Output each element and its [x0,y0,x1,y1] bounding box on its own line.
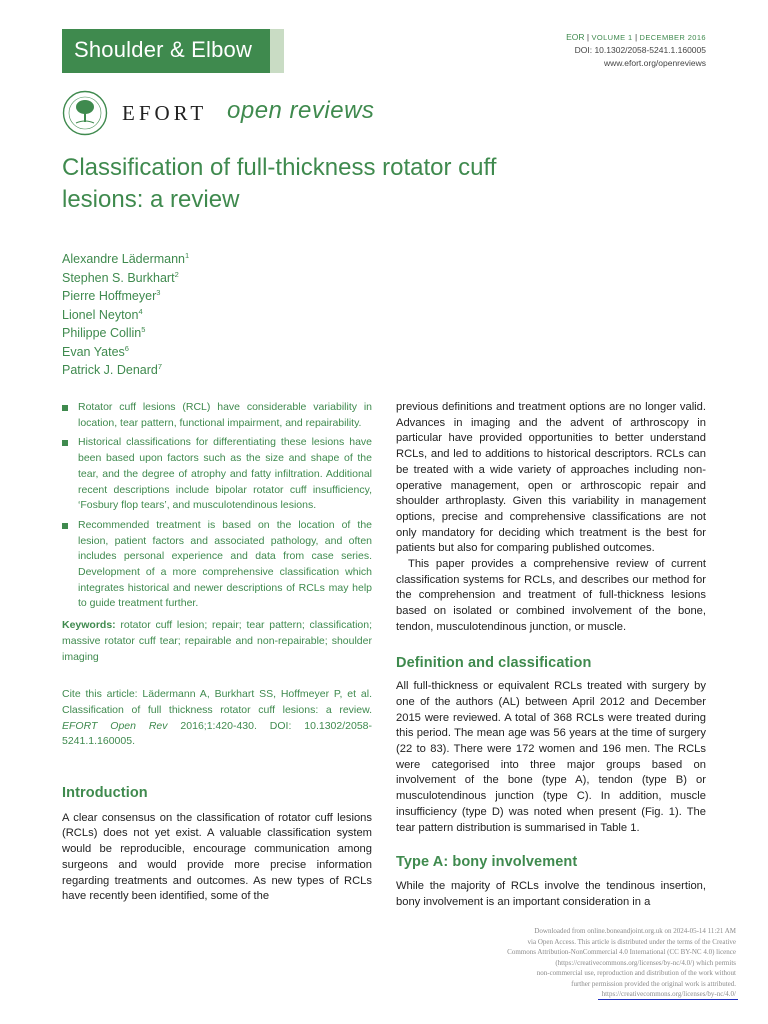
keywords-label: Keywords: [62,619,116,632]
paper-scope-paragraph: This paper provides a comprehensive review of current classification systems for RCLs, and describes our method for the comprehension and treatment of full-thickness lesions based on isolated or combined involvement of the bone, tendon, musculotendinous junction, or muscle. [396,558,706,633]
right-column [396,400,706,910]
brand-open-reviews: open reviews [227,97,375,124]
efort-seal-logo-icon [62,90,108,136]
license-link[interactable]: https://creativecommons.org/licenses/by-nc/4.0/ [601,990,736,998]
license-link-underline [598,999,738,1000]
left-column [62,400,372,905]
citation: Cite this article: Lädermann A, Burkhart SS, Hoffmeyer P, et al. Classification of full thickness rotator cuff lesions: a review. EFORT Open Rev 2016;1:420-430. DOI: 10.1302/2058-5241.1.160005. [62,688,372,748]
bullet-square-icon [62,440,68,446]
keywords-text: rotator cuff lesion; repair; tear pattern; classification; massive rotator cuff tear; repairable and non-repairable; shoulder imaging [62,619,372,663]
author: Pierre Hoffmeyer$^3$ [62,287,161,303]
download-watermark: Downloaded from online.boneandjoint.org.uk on 2024-05-14 11:21 AM via Open Access. This article is distributed under the terms of the Creative Commons Attribution-NonCommercial 4.0 International (CC BY-NC 4.0) licence (https://creativecommons.org/licenses/by-nc/4.0/) which permits non-commercial use, reproduction and distribution of the work without further permission provided the original work is attributed. https://creativecommons.org/licenses/by-nc/4.0/ [507,927,736,998]
journal-volume-line: EOR | VOLUME 1 | DECEMBER 2016 [566,32,706,42]
heading-definition: Definition and classification [396,654,592,671]
introduction-continued-paragraph: previous definitions and treatment options are no longer valid. Advances in imaging and the advent of arthroscopy in particular have provided opportunities to better understand RCLs, and led to additions to historical descriptors. RCLs can be treated with a wide variety of approaches including non-operative management, open or arthroscopic repair and shoulder arthroplasty. Given this variability in management options, precise and comprehensive classifications are not only mandatory for deciding which treatment is the best for patients but also for comparing published outcomes. [396,401,706,555]
introduction-paragraph: A clear consensus on the classification of rotator cuff lesions (RCLs) does not yet exist. A valuable classification system would be reproducible, encourage communication among surgeons and would provide more precise information regarding treatments and outcomes. As new types of RCLs have recently been identified, some of the [62,811,372,903]
author: Alexandre Lädermann$^1$ [62,250,190,266]
section-banner-accent [270,29,284,73]
author: Stephen S. Burkhart$^2$ [62,269,179,285]
summary-bullet: Historical classifications for differentiating these lesions have been based upon factors such as the size and shape of the tear, and the degree of atrophy and fatty infiltration. Additional recent descriptions include bipolar rotator cuff insufficiency, ‘Fosbury flop tears’, and musculotendinous lesions. [62,435,372,514]
author: Lionel Neyton$^4$ [62,306,143,322]
article-title: Classification of full-thickness rotator cuff lesions: a review [62,154,497,213]
keywords [62,618,372,665]
journal-url[interactable]: www.efort.org/openreviews [603,58,706,68]
journal-meta [566,31,706,70]
definition-paragraph: All full-thickness or equivalent RCLs treated with surgery by one of the authors (AL) between April 2012 and December 2015 were reviewed. A total of 368 RCLs were treated during this period. The mean age was 56 years at the time of surgery (22 to 83). There were 172 women and 196 men. The RCLs were categorised into three major groups based on involvement of the bone (type A), tendon (type B) or musculotendinous junction (type C). In addition, muscle insufficiency (type D) was noted when present (Fig. 1). The tear pattern distribution is summarised in Table 1. [396,680,706,834]
bullet-square-icon [62,523,68,529]
type-a-paragraph: While the majority of RCLs involve the tendinous insertion, bony involvement is an important consideration in a [396,879,706,908]
author-list [62,250,189,380]
summary-bullet: Recommended treatment is based on the location of the lesion, patient factors and associated pathology, and often includes personal experience and data from case series. Development of a more comprehensive classification which integrates historical and newer descriptions of RCLs may help to guide treatment further. [62,518,372,612]
heading-type-a: Type A: bony involvement [396,854,578,871]
author: Philippe Collin$^5$ [62,324,146,340]
brand-efort: EFORT [122,101,208,125]
doi-text: DOI: 10.1302/2058-5241.1.160005 [574,45,706,55]
bullet-square-icon [62,405,68,411]
summary-bullet: Rotator cuff lesions (RCL) have considerable variability in location, tear pattern, functional impairment, and repairability. [62,400,372,431]
heading-introduction: Introduction [62,785,148,802]
author: Evan Yates$^6$ [62,343,129,359]
author: Patrick J. Denard$^7$ [62,361,163,377]
section-label: Shoulder & Elbow [74,37,253,62]
summary-bullets [62,400,372,612]
